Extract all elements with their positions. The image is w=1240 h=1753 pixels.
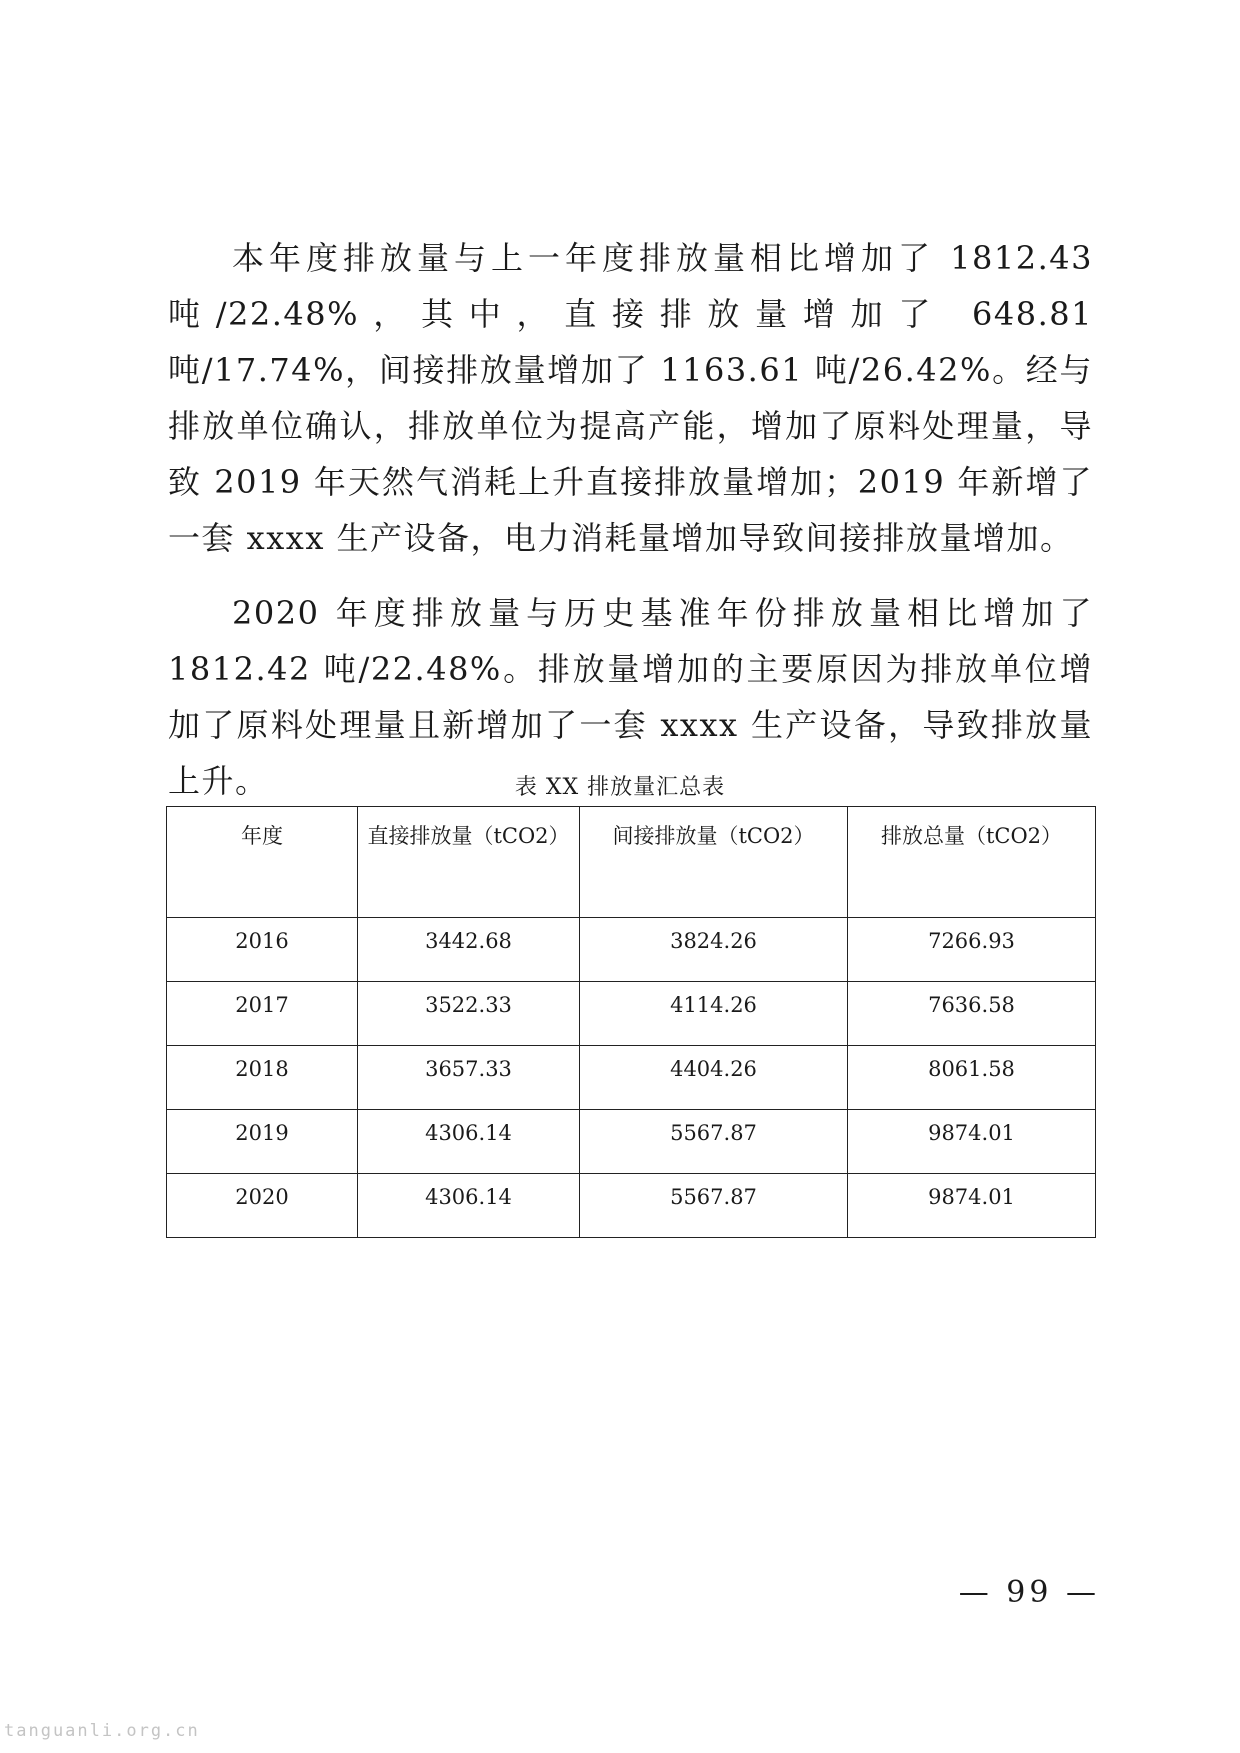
watermark-text: tanguanli.org.cn (4, 1721, 200, 1741)
cell-total: 9874.01 (848, 1174, 1096, 1238)
cell-year: 2017 (167, 982, 358, 1046)
table-row (167, 982, 1096, 1046)
cell-total: 7266.93 (848, 918, 1096, 982)
emissions-summary-table (166, 806, 1096, 1238)
cell-year: 2016 (167, 918, 358, 982)
table-row (167, 918, 1096, 982)
header-direct-emissions: 直接排放量（tCO2） (358, 807, 580, 918)
cell-indirect: 4114.26 (580, 982, 848, 1046)
cell-direct: 4306.14 (358, 1174, 580, 1238)
cell-total: 9874.01 (848, 1110, 1096, 1174)
cell-direct: 3522.33 (358, 982, 580, 1046)
cell-direct: 3442.68 (358, 918, 580, 982)
header-indirect-emissions: 间接排放量（tCO2） (580, 807, 848, 918)
table-row (167, 1110, 1096, 1174)
cell-total: 7636.58 (848, 982, 1096, 1046)
cell-indirect: 3824.26 (580, 918, 848, 982)
page-number: — 99 — (958, 1575, 1100, 1610)
table-row (167, 1174, 1096, 1238)
cell-total: 8061.58 (848, 1046, 1096, 1110)
cell-direct: 4306.14 (358, 1110, 580, 1174)
cell-direct: 3657.33 (358, 1046, 580, 1110)
cell-year: 2018 (167, 1046, 358, 1110)
table-row (167, 1046, 1096, 1110)
body-paragraph-1: 本年度排放量与上一年度排放量相比增加了 1812.43 吨/22.48%，其中，直接排放量增加了 648.81 吨/17.74%，间接排放量增加了 1163.61 吨/26.42%。经与排放单位确认，排放单位为提高产能，增加了原料处理量，导致 2019 年天然气消耗上升直接排放量增加；2019 年新增了一套 xxxx 生产设备，电力消耗量增加导致间接排放量增加。 (168, 239, 1093, 557)
table-caption: 表 XX 排放量汇总表 (514, 775, 726, 800)
cell-year: 2019 (167, 1110, 358, 1174)
cell-indirect: 4404.26 (580, 1046, 848, 1110)
header-year: 年度 (167, 807, 358, 918)
header-total-emissions: 排放总量（tCO2） (848, 807, 1096, 918)
table-header-row (167, 807, 1096, 918)
cell-indirect: 5567.87 (580, 1174, 848, 1238)
cell-year: 2020 (167, 1174, 358, 1238)
body-paragraph-2: 2020 年度排放量与历史基准年份排放量相比增加了 1812.42 吨/22.48%。排放量增加的主要原因为排放单位增加了原料处理量且新增加了一套 xxxx 生产设备，导致排放量上升。 (168, 594, 1093, 800)
cell-indirect: 5567.87 (580, 1110, 848, 1174)
